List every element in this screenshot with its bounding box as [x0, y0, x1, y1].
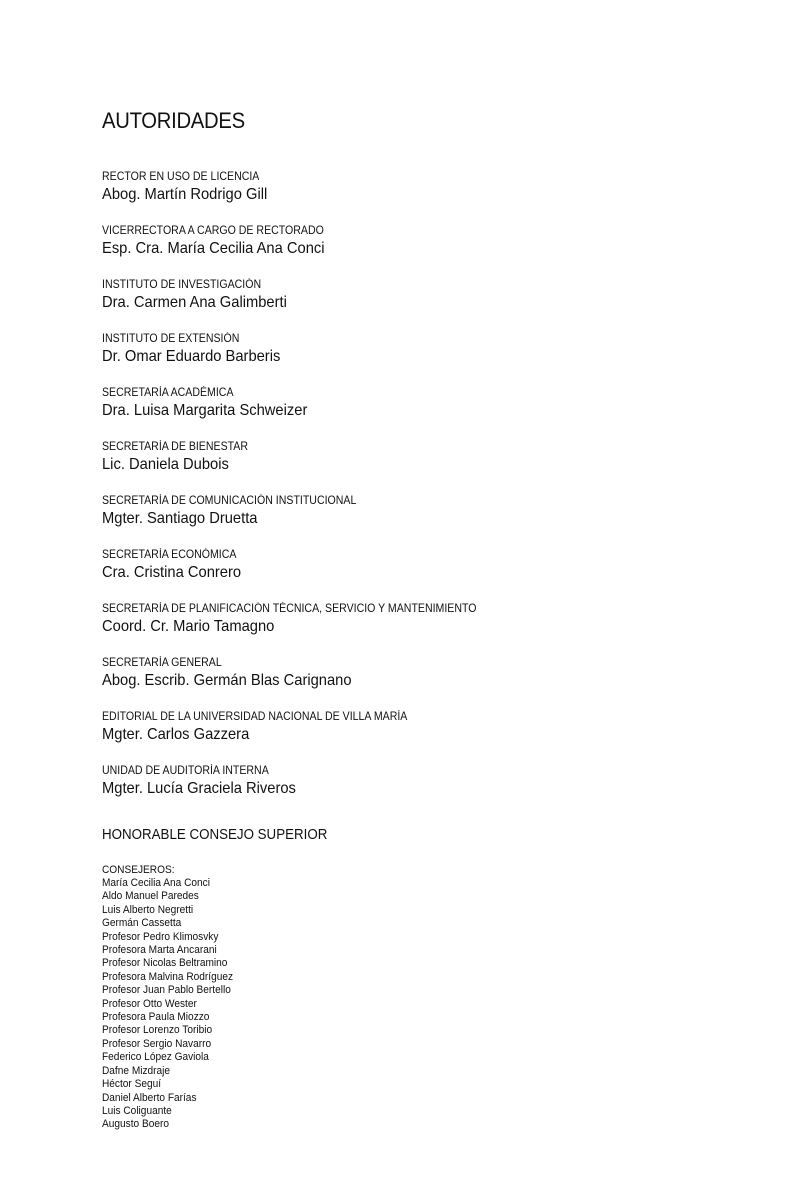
authority-role: UNIDAD DE AUDITORÍA INTERNA: [102, 765, 269, 777]
authority-entry: [102, 278, 762, 332]
authority-entry: [102, 332, 762, 386]
authority-role: SECRETARÍA ECONÓMICA: [102, 549, 237, 561]
authority-name: Dra. Luisa Margarita Schweizer: [102, 402, 308, 419]
authority-entry: [102, 602, 762, 656]
authority-name: Dra. Carmen Ana Galimberti: [102, 294, 287, 311]
council-member: Profesora Malvina Rodríguez: [102, 970, 234, 983]
council-member: Dafne Mizdraje: [102, 1064, 171, 1077]
council-member: Profesor Otto Wester: [102, 997, 197, 1010]
council-member: Germán Cassetta: [102, 917, 182, 930]
council-member: Profesor Pedro Klimosvky: [102, 930, 219, 943]
council-member: Federico López Gaviola: [102, 1051, 209, 1064]
authority-name: Mgter. Lucía Graciela Riveros: [102, 780, 296, 797]
authority-entry: [102, 224, 762, 278]
authority-name: Lic. Daniela Dubois: [102, 456, 229, 473]
council-member: Aldo Manuel Paredes: [102, 890, 199, 903]
authority-name: Esp. Cra. María Cecilia Ana Conci: [102, 240, 325, 257]
authority-role: SECRETARÍA DE BIENESTAR: [102, 441, 249, 453]
council-member: Profesor Juan Pablo Bertello: [102, 984, 231, 997]
authority-role: INSTITUTO DE INVESTIGACIÓN: [102, 279, 262, 291]
council-members-list: [102, 877, 762, 1132]
council-member: María Cecilia Ana Conci: [102, 877, 210, 889]
page-title: AUTORIDADES: [102, 108, 245, 133]
council-heading: HONORABLE CONSEJO SUPERIOR: [102, 827, 328, 843]
council-member: Profesor Sergio Navarro: [102, 1037, 212, 1050]
authority-role: RECTOR EN USO DE LICENCIA: [102, 171, 260, 183]
document-page: [102, 108, 762, 1132]
council-section: [102, 864, 762, 1132]
authority-name: Mgter. Carlos Gazzera: [102, 726, 250, 743]
authority-role: SECRETARÍA DE COMUNICACIÓN INSTITUCIONAL: [102, 495, 357, 507]
authority-name: Abog. Martín Rodrigo Gill: [102, 186, 268, 203]
authority-name: Coord. Cr. Mario Tamagno: [102, 618, 275, 635]
authority-entry: [102, 764, 762, 818]
authorities-list: [102, 170, 762, 818]
council-member: Héctor Seguí: [102, 1078, 162, 1091]
authority-name: Mgter. Santiago Druetta: [102, 510, 258, 527]
council-member: Profesor Lorenzo Toribio: [102, 1024, 213, 1037]
authority-role: SECRETARÍA ACADÉMICA: [102, 387, 234, 399]
authority-name: Cra. Cristina Conrero: [102, 564, 242, 581]
authority-name: Abog. Escrib. Germán Blas Carignano: [102, 672, 352, 689]
authority-entry: [102, 494, 762, 548]
council-members-label: CONSEJEROS:: [102, 864, 175, 876]
authority-role: SECRETARÍA GENERAL: [102, 657, 222, 669]
council-member: Profesor Nicolas Beltramino: [102, 957, 228, 970]
authority-role: VICERRECTORA A CARGO DE RECTORADO: [102, 225, 324, 237]
council-member: Luis Alberto Negretti: [102, 903, 194, 916]
authority-role: SECRETARÍA DE PLANIFICACIÓN TÉCNICA, SERVICIO Y MANTENIMIENTO: [102, 603, 477, 615]
authority-entry: [102, 170, 762, 224]
authority-name: Dr. Omar Eduardo Barberis: [102, 348, 281, 365]
authority-entry: [102, 548, 762, 602]
authority-role: INSTITUTO DE EXTENSIÓN: [102, 333, 240, 345]
authority-entry: [102, 656, 762, 710]
authority-entry: [102, 440, 762, 494]
council-member: Luis Coliguante: [102, 1104, 172, 1117]
council-member: Profesora Marta Ancarani: [102, 944, 217, 957]
council-member: Augusto Boero: [102, 1118, 169, 1131]
council-member: Daniel Alberto Farías: [102, 1091, 197, 1104]
authority-role: EDITORIAL DE LA UNIVERSIDAD NACIONAL DE VILLA MARÍA: [102, 711, 408, 723]
authority-entry: [102, 386, 762, 440]
authority-entry: [102, 710, 762, 764]
council-member: Profesora Paula Miozzo: [102, 1011, 210, 1024]
